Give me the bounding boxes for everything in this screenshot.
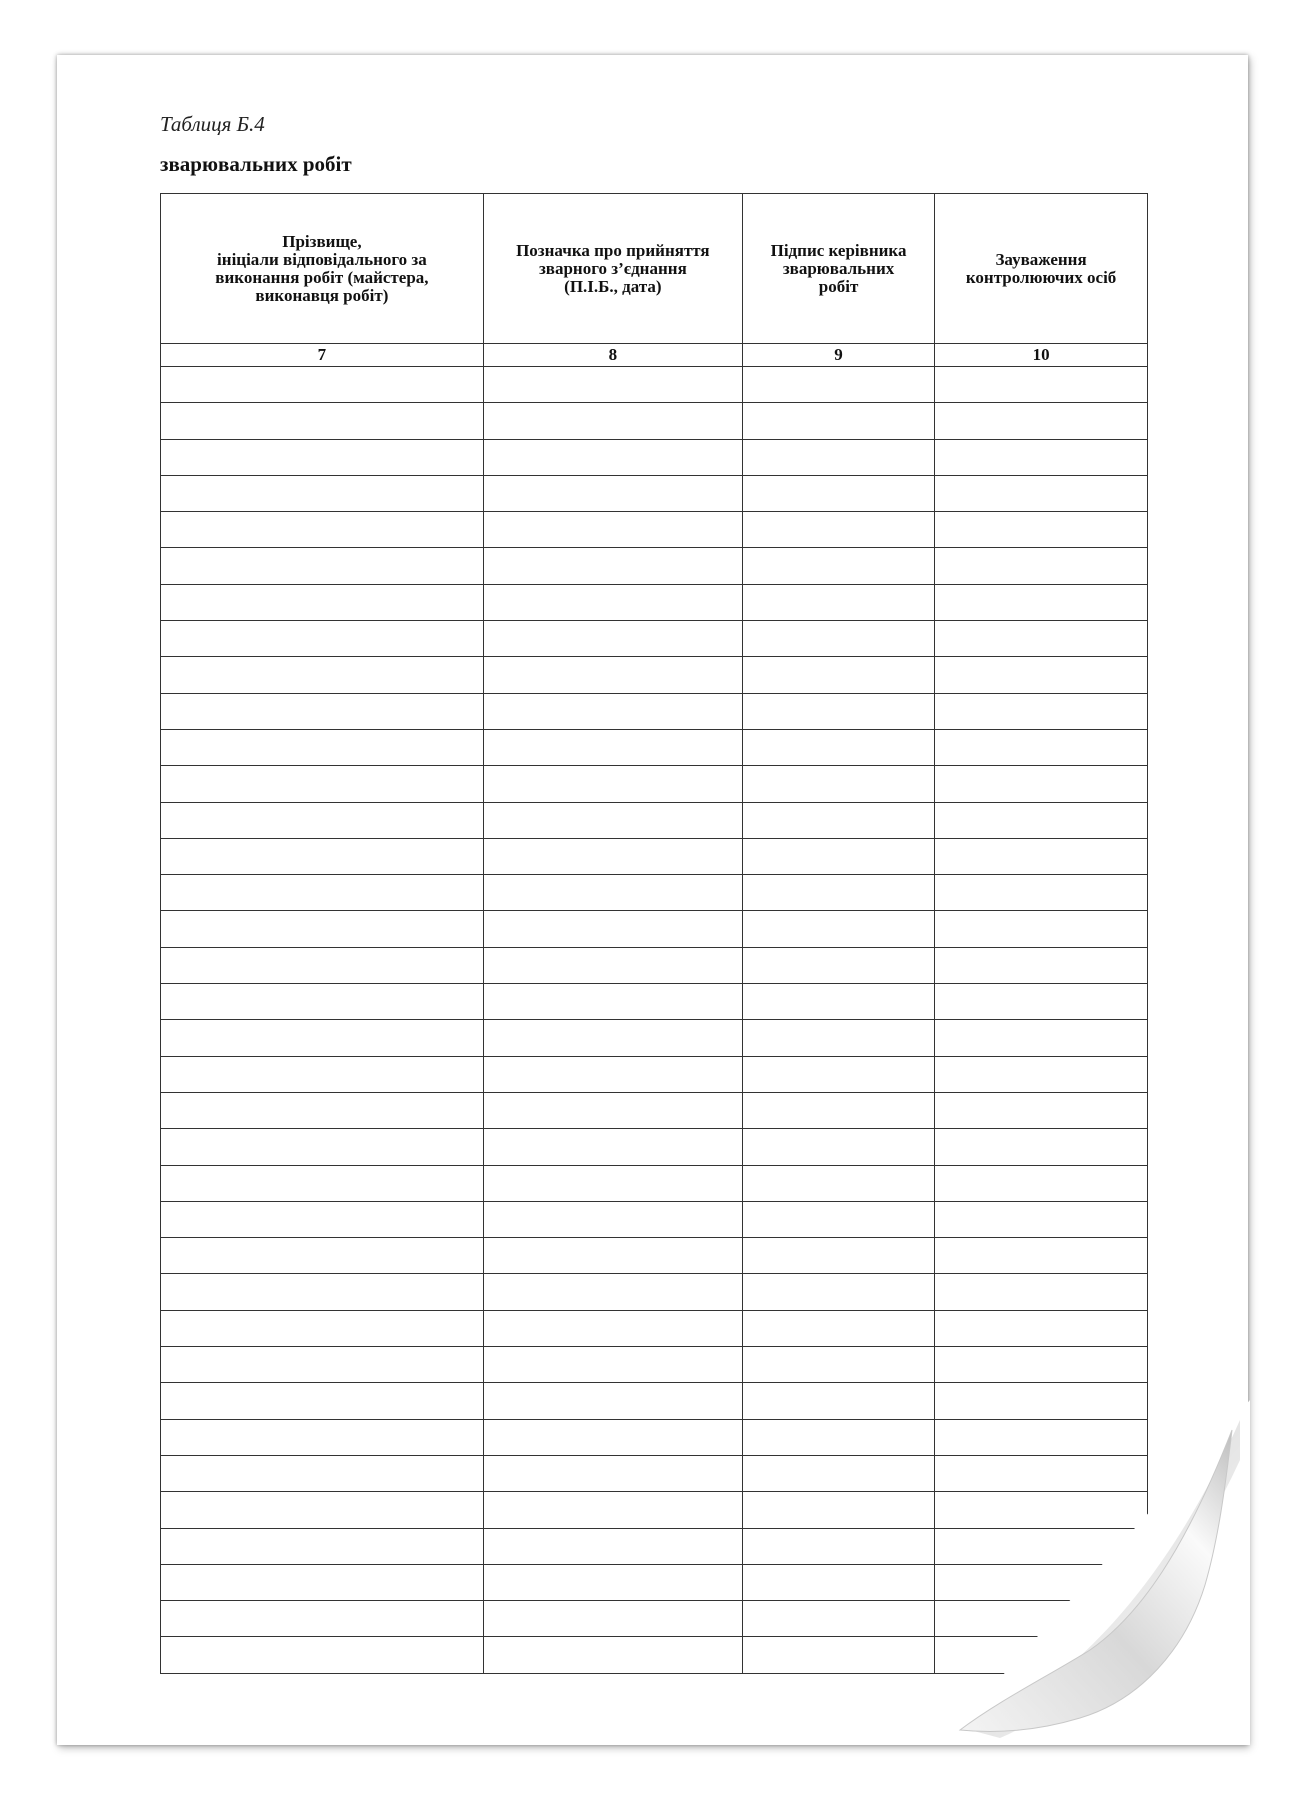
table-cell <box>483 1347 742 1383</box>
table-row <box>161 875 1148 911</box>
table-cell <box>483 1238 742 1274</box>
table-cell <box>483 1419 742 1455</box>
table-cell <box>935 1492 1148 1528</box>
table-cell <box>483 1310 742 1346</box>
table-cell <box>161 657 484 693</box>
table-cell <box>742 1347 934 1383</box>
table-cell <box>483 621 742 657</box>
table-row <box>161 621 1148 657</box>
table-row <box>161 1310 1148 1346</box>
table-cell <box>742 838 934 874</box>
column-number: 8 <box>483 344 742 367</box>
table-cell <box>742 1383 934 1419</box>
table-row <box>161 1165 1148 1201</box>
table-cell <box>742 403 934 439</box>
table-cell <box>161 1238 484 1274</box>
table-cell <box>483 1492 742 1528</box>
table-row <box>161 475 1148 511</box>
table-cell <box>161 403 484 439</box>
table-cell <box>935 1528 1148 1564</box>
table-cell <box>935 1419 1148 1455</box>
table-cell <box>161 1020 484 1056</box>
table-cell <box>935 1347 1148 1383</box>
table-row <box>161 1601 1148 1637</box>
table-cell <box>483 439 742 475</box>
table-row <box>161 1528 1148 1564</box>
table-row <box>161 1201 1148 1237</box>
table-cell <box>161 693 484 729</box>
table-row <box>161 1238 1148 1274</box>
table-cell <box>935 657 1148 693</box>
table-row <box>161 584 1148 620</box>
column-number: 10 <box>935 344 1148 367</box>
table-cell <box>742 1056 934 1092</box>
table-cell <box>742 802 934 838</box>
table-cell <box>935 984 1148 1020</box>
table-row <box>161 1564 1148 1600</box>
table-cell <box>742 657 934 693</box>
table-cell <box>742 1455 934 1491</box>
table-cell <box>742 1528 934 1564</box>
table-cell <box>483 984 742 1020</box>
table-cell <box>935 1092 1148 1128</box>
table-cell <box>742 911 934 947</box>
table-cell <box>161 729 484 765</box>
table-cell <box>483 1601 742 1637</box>
table-cell <box>742 1238 934 1274</box>
table-row <box>161 439 1148 475</box>
table-cell <box>483 1165 742 1201</box>
table-cell <box>483 947 742 983</box>
table-cell <box>742 1274 934 1310</box>
table-cell <box>161 439 484 475</box>
table-cell <box>935 1601 1148 1637</box>
table-cell <box>483 1564 742 1600</box>
table-cell <box>742 1020 934 1056</box>
table-cell <box>483 838 742 874</box>
table-cell <box>483 766 742 802</box>
table-cell <box>935 875 1148 911</box>
table-cell <box>161 367 484 403</box>
table-cell <box>742 693 934 729</box>
table-row <box>161 1637 1148 1673</box>
table-row <box>161 838 1148 874</box>
table-cell <box>161 1564 484 1600</box>
table-cell <box>161 802 484 838</box>
table-cell <box>483 1528 742 1564</box>
table-cell <box>483 1455 742 1491</box>
table-cell <box>935 693 1148 729</box>
table-cell <box>161 1419 484 1455</box>
table-cell <box>161 1492 484 1528</box>
table-row <box>161 1129 1148 1165</box>
table-cell <box>483 475 742 511</box>
table-cell <box>483 693 742 729</box>
table-row <box>161 911 1148 947</box>
table-cell <box>935 911 1148 947</box>
table-cell <box>742 584 934 620</box>
table-cell <box>483 1092 742 1128</box>
table-cell <box>161 1601 484 1637</box>
table-cell <box>161 1129 484 1165</box>
table-cell <box>935 729 1148 765</box>
table-cell <box>161 1056 484 1092</box>
table-cell <box>742 729 934 765</box>
header-row <box>161 194 1148 344</box>
table-cell <box>742 766 934 802</box>
table-cell <box>161 1310 484 1346</box>
table-cell <box>161 584 484 620</box>
table-cell <box>483 512 742 548</box>
table-row <box>161 693 1148 729</box>
table-row <box>161 657 1148 693</box>
table-cell <box>742 1492 934 1528</box>
table-cell <box>935 838 1148 874</box>
table-row <box>161 729 1148 765</box>
table-row <box>161 548 1148 584</box>
table-cell <box>935 403 1148 439</box>
table-cell <box>483 802 742 838</box>
table-cell <box>742 439 934 475</box>
table-caption: Таблиця Б.4 <box>160 112 265 136</box>
table-row <box>161 1492 1148 1528</box>
table-cell <box>742 548 934 584</box>
table-row <box>161 1383 1148 1419</box>
table-row <box>161 1419 1148 1455</box>
table-row <box>161 512 1148 548</box>
table-cell <box>742 1564 934 1600</box>
table-cell <box>742 621 934 657</box>
table-row <box>161 1092 1148 1128</box>
table-cell <box>935 475 1148 511</box>
table-row <box>161 766 1148 802</box>
table-cell <box>935 367 1148 403</box>
table-cell <box>935 1165 1148 1201</box>
column-header-acceptance-mark: Позначка про прийняття зварного з’єднання (П.І.Б., дата) <box>483 194 742 344</box>
table-cell <box>161 911 484 947</box>
table-cell <box>161 1201 484 1237</box>
table-cell <box>742 1601 934 1637</box>
column-number: 7 <box>161 344 484 367</box>
table-cell <box>935 766 1148 802</box>
table-row <box>161 1020 1148 1056</box>
table-cell <box>935 1455 1148 1491</box>
table-cell <box>935 947 1148 983</box>
table-cell <box>483 1020 742 1056</box>
table-cell <box>742 1419 934 1455</box>
column-header-responsible: Прізвище, ініціали відповідального за виконання робіт (майстера, виконавця робіт) <box>161 194 484 344</box>
table-cell <box>742 947 934 983</box>
column-header-inspector-remarks: Зауваження контролюючих осіб <box>935 194 1148 344</box>
table-cell <box>483 1383 742 1419</box>
table-row <box>161 984 1148 1020</box>
table-cell <box>161 947 484 983</box>
table-cell <box>161 1528 484 1564</box>
table-cell <box>935 512 1148 548</box>
table-cell <box>742 367 934 403</box>
table-cell <box>483 1201 742 1237</box>
table-cell <box>742 875 934 911</box>
table-cell <box>483 584 742 620</box>
table-row <box>161 1274 1148 1310</box>
table-cell <box>161 512 484 548</box>
table-cell <box>161 875 484 911</box>
table-cell <box>161 1347 484 1383</box>
table-row <box>161 367 1148 403</box>
table-cell <box>935 1201 1148 1237</box>
column-number-row <box>161 344 1148 367</box>
table-cell <box>935 1238 1148 1274</box>
table-cell <box>161 1165 484 1201</box>
table-cell <box>483 403 742 439</box>
table-cell <box>483 911 742 947</box>
journal-table <box>160 193 1148 1674</box>
table-row <box>161 403 1148 439</box>
table-cell <box>161 475 484 511</box>
table-cell <box>483 875 742 911</box>
table-cell <box>742 1129 934 1165</box>
table-cell <box>483 1129 742 1165</box>
table-cell <box>935 1383 1148 1419</box>
table-cell <box>935 621 1148 657</box>
table-cell <box>483 729 742 765</box>
table-cell <box>483 1274 742 1310</box>
table-cell <box>935 439 1148 475</box>
table-row <box>161 1455 1148 1491</box>
table-cell <box>161 621 484 657</box>
table-cell <box>742 475 934 511</box>
table-cell <box>161 1637 484 1673</box>
table-row <box>161 1347 1148 1383</box>
table-cell <box>742 1092 934 1128</box>
table-cell <box>483 657 742 693</box>
table-row <box>161 947 1148 983</box>
table-cell <box>161 1383 484 1419</box>
table-row <box>161 1056 1148 1092</box>
table-cell <box>161 838 484 874</box>
table-cell <box>742 1201 934 1237</box>
table-cell <box>935 548 1148 584</box>
table-cell <box>935 1564 1148 1600</box>
table-cell <box>161 1274 484 1310</box>
table-cell <box>161 1092 484 1128</box>
table-cell <box>161 984 484 1020</box>
table-cell <box>742 512 934 548</box>
table-cell <box>483 548 742 584</box>
table-title: зварювальних робіт <box>160 152 352 176</box>
column-header-supervisor-signature: Підпис керівника зварювальних робіт <box>742 194 934 344</box>
table-cell <box>161 1455 484 1491</box>
table-row <box>161 802 1148 838</box>
table-cell <box>483 1056 742 1092</box>
column-number: 9 <box>742 344 934 367</box>
table-cell <box>742 1310 934 1346</box>
table-cell <box>161 766 484 802</box>
table-cell <box>742 984 934 1020</box>
table-cell <box>935 1056 1148 1092</box>
table-cell <box>935 1129 1148 1165</box>
table-cell <box>935 584 1148 620</box>
table-cell <box>483 367 742 403</box>
table-cell <box>935 802 1148 838</box>
table-cell <box>935 1310 1148 1346</box>
table-cell <box>742 1165 934 1201</box>
table-cell <box>742 1637 934 1673</box>
table-cell <box>483 1637 742 1673</box>
table-cell <box>935 1637 1148 1673</box>
table-cell <box>935 1020 1148 1056</box>
table-cell <box>161 548 484 584</box>
table-body <box>161 367 1148 1674</box>
table-cell <box>935 1274 1148 1310</box>
